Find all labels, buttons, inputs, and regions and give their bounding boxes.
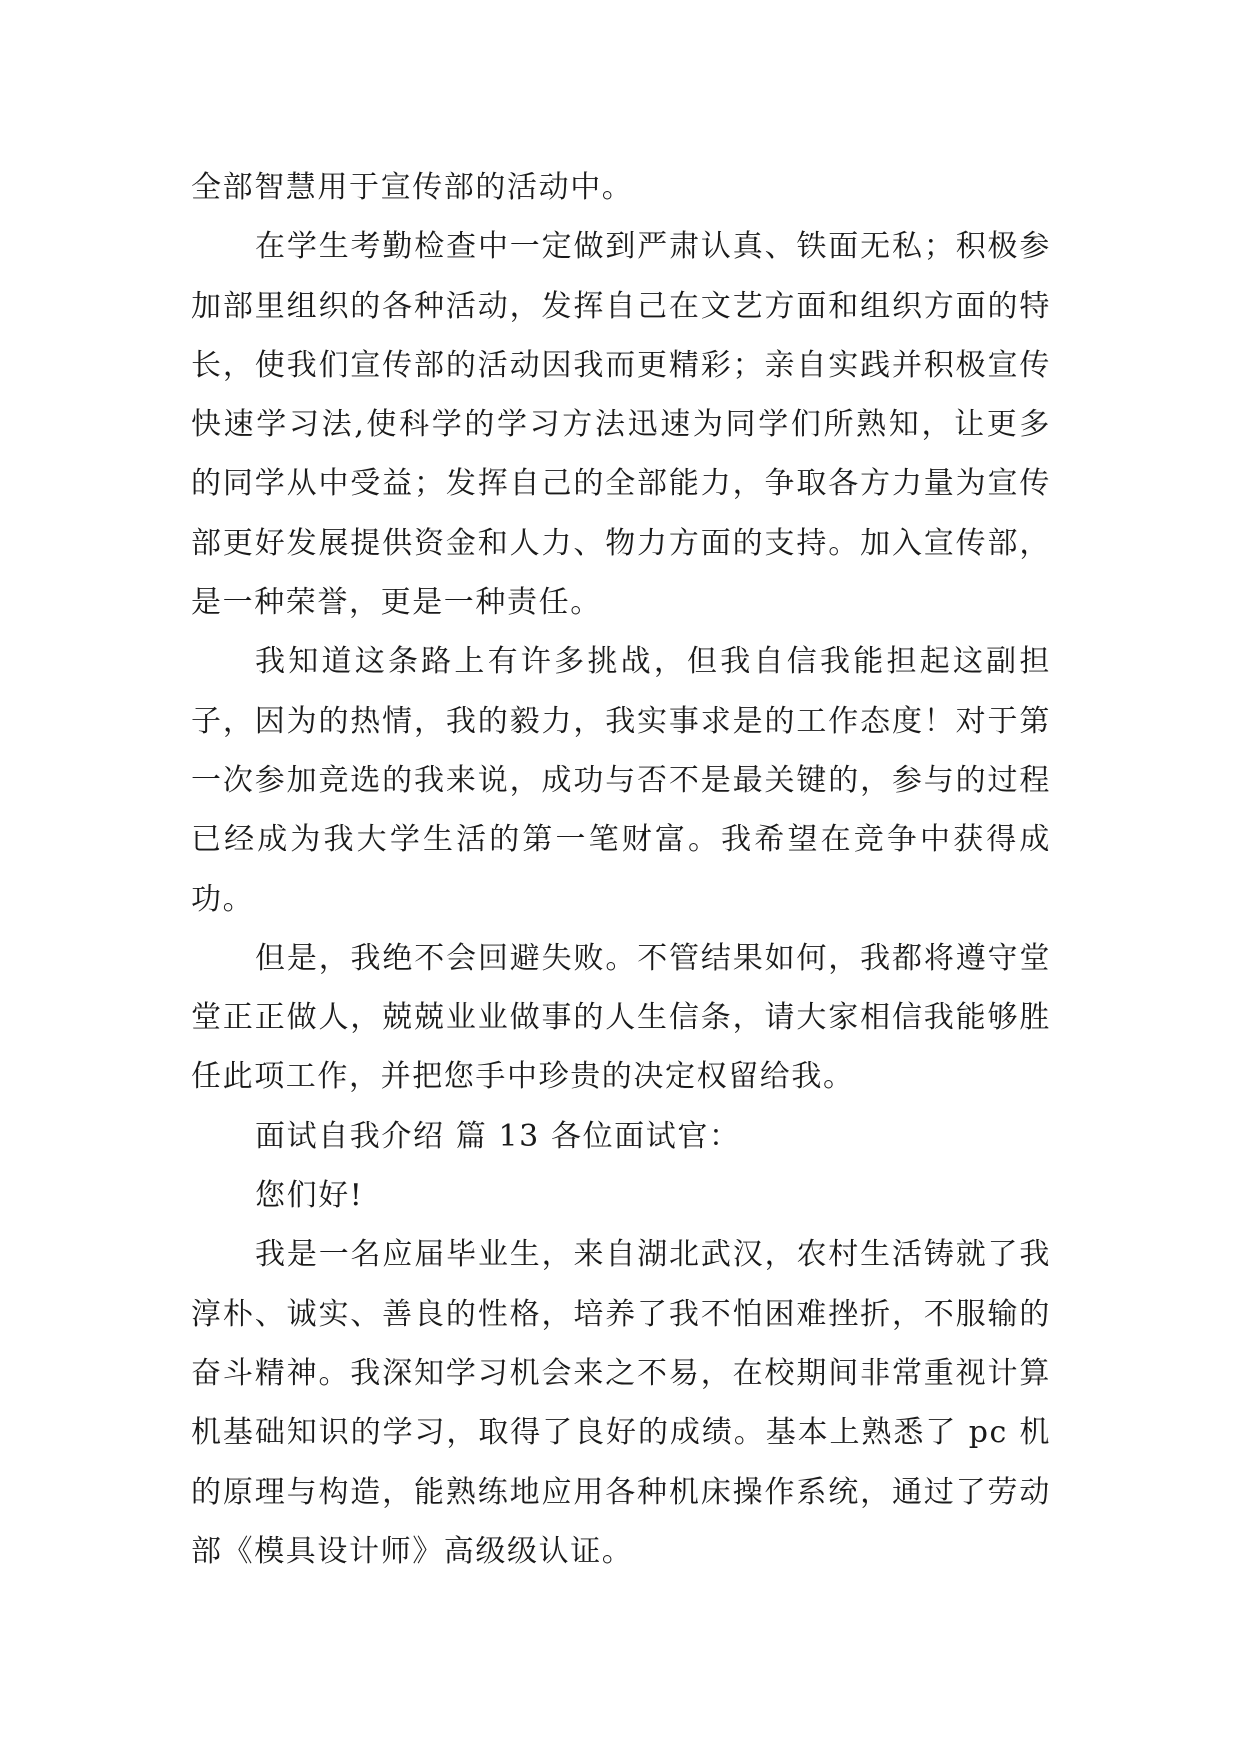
greeting: 您们好! bbox=[255, 1178, 364, 1214]
paragraph-1: 全部智慧用于宣传部的活动中。 bbox=[191, 170, 634, 205]
section-heading: 面试自我介绍 篇 13 各位面试官： bbox=[255, 1118, 741, 1154]
paragraph-7: 我是一名应届毕业生，来自湖北武汉，农村生活铸就了我淳朴、诚实、善良的性格，培养了我不怕困难挫折，不服输的奋斗精神。我深知学习机会来之不易，在校期间非常重视计算机基础知识的学习，取得了良好的成绩。基本上熟悉了 pc 机的原理与构造，能熟练地应用各种机床操作系统，通过了劳动部《模具设计师》高级级认证。 bbox=[191, 1237, 1051, 1569]
paragraph-4: 但是，我绝不会回避失败。不管结果如何，我都将遵守堂堂正正做人，兢兢业业做事的人生信条，请大家相信我能够胜任此项工作，并把您手中珍贵的决定权留给我。 bbox=[191, 940, 1051, 1095]
paragraph-2: 在学生考勤检查中一定做到严肃认真、铁面无私；积极参加部里组织的各种活动，发挥自己在文艺方面和组织方面的特长，使我们宣传部的活动因我而更精彩；亲自实践并积极宣传快速学习法,使科学的学习方法迅速为同学们所熟知，让更多的同学从中受益；发挥自己的全部能力，争取各方力量为宣传部更好发展提供资金和人力、物力方面的支持。加入宣传部，是一种荣誉，更是一种责任。 bbox=[191, 229, 1051, 621]
document-body bbox=[191, 158, 1051, 1581]
paragraph-3: 我知道这条路上有许多挑战，但我自信我能担起这副担子，因为的热情，我的毅力，我实事求是的工作态度！对于第一次参加竞选的我来说，成功与否不是最关键的，参与的过程已经成为我大学生活的第一笔财富。我希望在竞争中获得成功。 bbox=[191, 644, 1051, 917]
